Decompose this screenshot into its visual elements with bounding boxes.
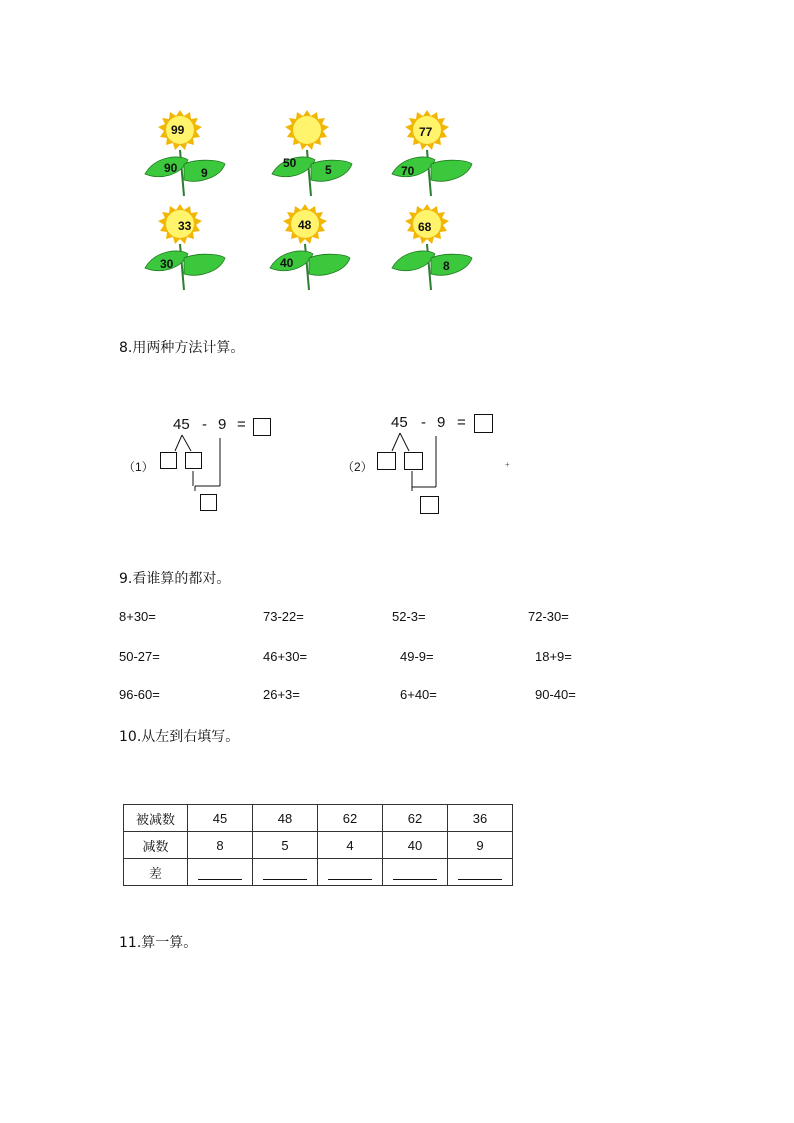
exercise: 73-22= [263,609,304,624]
split-box-1[interactable] [377,452,396,470]
answer-blank[interactable] [198,867,242,880]
exercise: 8+30= [119,609,156,624]
expr-a: 45 [391,414,408,431]
expr-b: 9 [437,414,446,431]
answer-blank[interactable] [328,867,372,880]
answer-blank-cell[interactable] [188,859,253,886]
flower-number: 33 [178,219,192,233]
expr-op: - [421,414,426,431]
expr-eq: = [457,414,466,431]
table-cell: 4 [318,832,383,859]
sunflower [387,108,477,203]
question-8-title: 8.用两种方法计算。 [119,340,245,356]
expr-b: 9 [218,416,227,433]
answer-blank[interactable] [458,867,502,880]
method-label: （1） [123,460,154,474]
row-header: 被减数 [124,805,188,832]
sunflower [265,202,355,297]
question-11-title: 11.算一算。 [119,935,198,951]
row-header: 减数 [124,832,188,859]
sunflower-graphic [387,202,477,297]
exercise: 96-60= [119,687,160,702]
answer-blank-cell[interactable] [253,859,318,886]
exercise: 6+40= [400,687,437,702]
flower-number: 48 [298,218,312,232]
table-cell: 5 [253,832,318,859]
sunflower [140,108,230,203]
stray-mark: + [505,460,510,469]
table-cell: 62 [318,805,383,832]
answer-box[interactable] [253,418,271,436]
exercise: 50-27= [119,649,160,664]
left-leaf-number: 90 [164,161,178,175]
table-cell: 9 [448,832,513,859]
table-row [124,832,513,859]
table-row [124,805,513,832]
result-box[interactable] [200,494,217,511]
exercise: 49-9= [400,649,434,664]
sunflower-graphic [140,202,230,297]
sunflower [267,108,357,203]
sunflower [387,202,477,297]
expr-op: - [202,416,207,433]
split-box-2[interactable] [404,452,423,470]
answer-blank[interactable] [263,867,307,880]
sunflower-graphic [265,202,355,297]
table-cell: 8 [188,832,253,859]
left-leaf-number: 70 [401,164,415,178]
question-10-title: 10.从左到右填写。 [119,729,240,745]
exercise: 18+9= [535,649,572,664]
exercise: 90-40= [535,687,576,702]
expr-a: 45 [173,416,190,433]
left-leaf-number: 40 [280,256,294,270]
flower-number: 99 [171,123,185,137]
result-box[interactable] [420,496,439,514]
right-leaf-number: 5 [325,163,332,177]
sunflower [140,202,230,297]
exercise: 26+3= [263,687,300,702]
split-box-2[interactable] [185,452,202,469]
right-leaf-number: 8 [443,259,450,273]
decomposition-lines [378,431,458,511]
exercise: 46+30= [263,649,308,664]
exercise: 52-3= [392,609,426,624]
table-cell: 48 [253,805,318,832]
sunflower-graphic [140,108,230,203]
split-box-1[interactable] [160,452,177,469]
method-label: （2） [342,460,373,474]
sunflower-graphic [387,108,477,203]
table-row [124,859,513,886]
subtraction-table [123,804,513,886]
answer-blank-cell[interactable] [383,859,448,886]
table-cell: 36 [448,805,513,832]
left-leaf-number: 30 [160,257,174,271]
table-cell: 62 [383,805,448,832]
answer-blank[interactable] [393,867,437,880]
flower-number: 68 [418,220,432,234]
row-header: 差 [124,859,188,886]
answer-blank-cell[interactable] [448,859,513,886]
left-leaf-number: 50 [283,156,297,170]
expr-eq: = [237,416,246,433]
table-cell: 40 [383,832,448,859]
table-cell: 45 [188,805,253,832]
answer-box[interactable] [474,414,493,433]
question-9-title: 9.看谁算的都对。 [119,571,231,587]
sunflower-graphic [267,108,357,203]
right-leaf-number: 9 [201,166,208,180]
exercise: 72-30= [528,609,569,624]
flower-number: 77 [419,125,433,139]
answer-blank-cell[interactable] [318,859,383,886]
